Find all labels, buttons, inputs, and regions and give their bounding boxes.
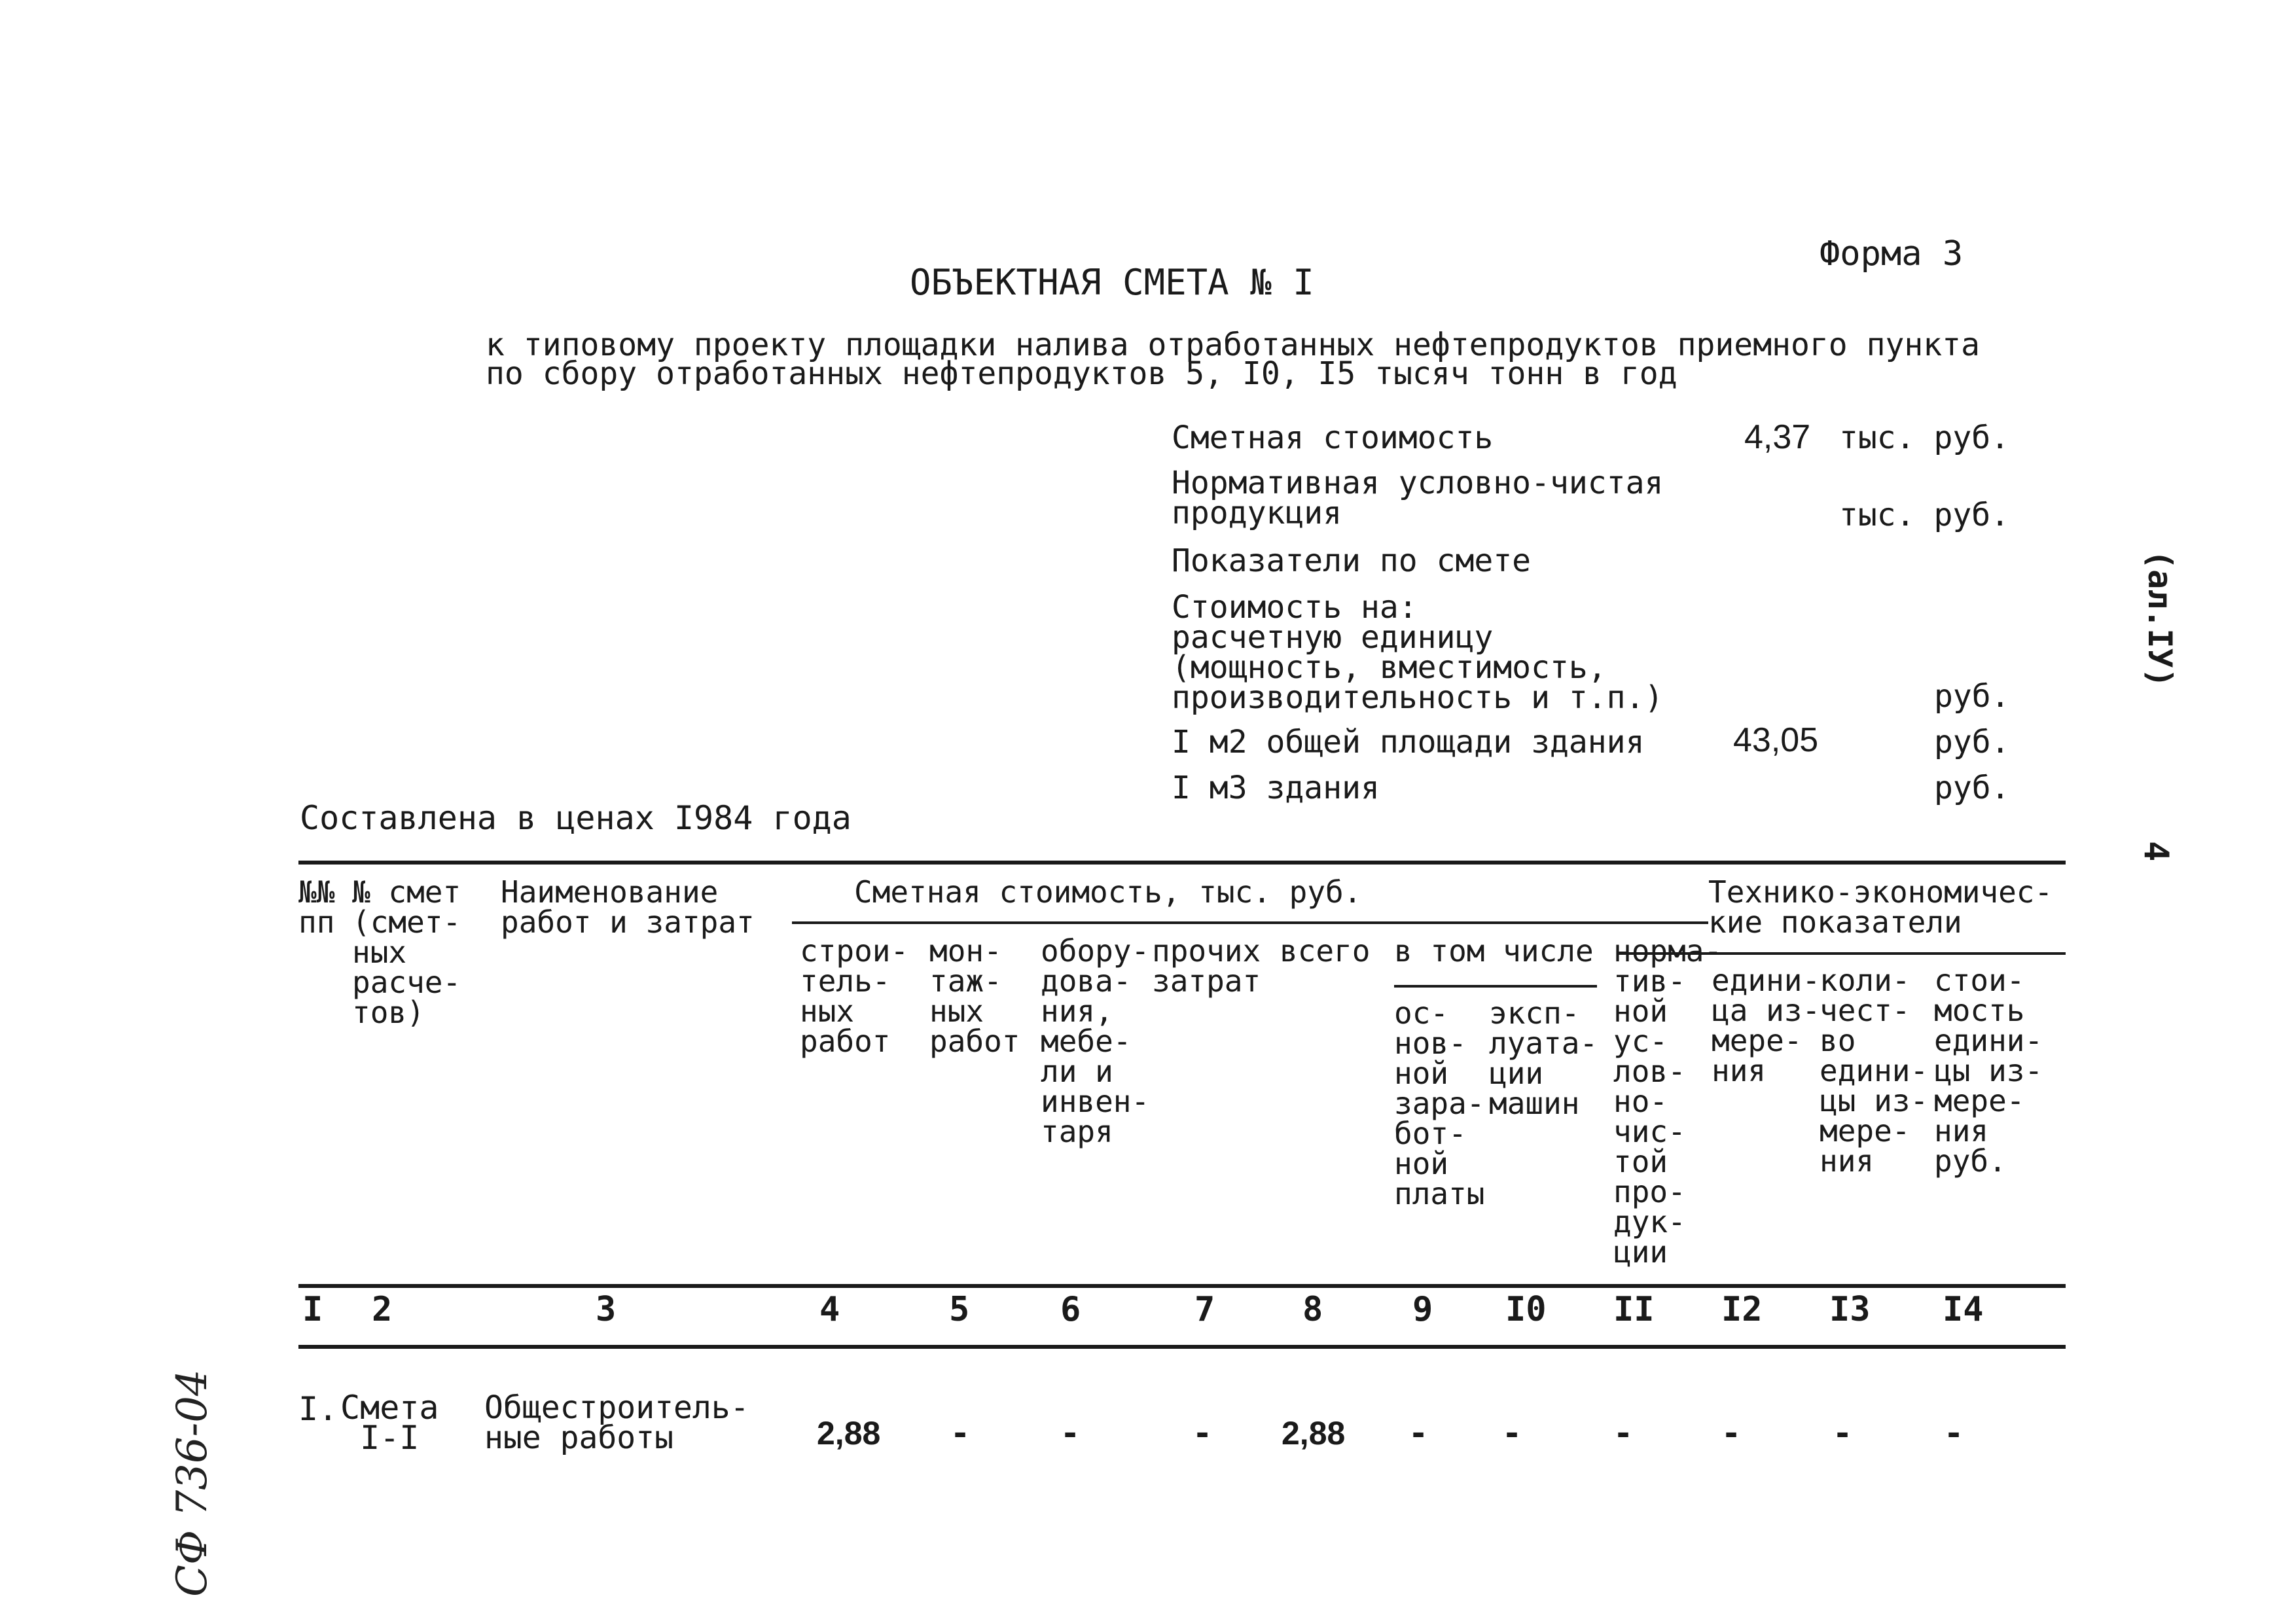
row-unit: -	[1721, 1414, 1742, 1452]
header-including: в том числе	[1394, 933, 1594, 969]
unit-cost-unit: руб.	[1934, 678, 2010, 715]
including-rule	[1394, 985, 1597, 988]
header-estimate: № смет (смет- ных расче- тов)	[352, 874, 461, 1030]
row-wages: -	[1408, 1414, 1429, 1452]
header-bottom-rule	[298, 1284, 2066, 1288]
col-number-10: I0	[1505, 1290, 1547, 1329]
cost-label: Сметная стоимость	[1172, 419, 1494, 456]
header-machines: эксп- луата- ции машин	[1489, 995, 1598, 1121]
form-label: Форма 3	[1820, 234, 1964, 274]
header-unit-cost: стои- мость едини- цы из- мере- ния руб.	[1934, 963, 2043, 1179]
m2-value: 43,05	[1733, 721, 1819, 759]
col-number-13: I3	[1829, 1290, 1871, 1329]
normative-label: Нормативная условно-чистая продукция	[1172, 465, 1664, 531]
normative-unit: тыс. руб.	[1839, 497, 2010, 533]
header-tech-group: Технико-экономичес- кие показатели	[1708, 874, 2053, 940]
col-number-8: 8	[1302, 1290, 1323, 1329]
header-quantity: коли- чест- во едини- цы из- мере- ния	[1820, 963, 1929, 1179]
row-equipment: -	[1060, 1414, 1081, 1452]
m3-label: I м3 здания	[1172, 770, 1380, 806]
m2-label: I м2 общей площади здания	[1172, 724, 1645, 760]
header-construction: строи- тель- ных работ	[800, 933, 909, 1059]
col-number-1: I	[302, 1290, 323, 1329]
header-installation: мон- таж- ных работ	[929, 933, 1020, 1059]
header-other: прочих затрат	[1152, 933, 1261, 999]
col-number-4: 4	[819, 1290, 840, 1329]
row-estimate: Смета I-I	[340, 1389, 439, 1457]
col-number-5: 5	[949, 1290, 970, 1329]
col-number-2: 2	[372, 1290, 393, 1329]
row-total: 2,88	[1282, 1415, 1346, 1452]
header-equipment: обору- дова- ния, мебе- ли и инвен- таря	[1041, 933, 1150, 1149]
document-title: ОБЪЕКТНАЯ СМЕТА № I	[910, 262, 1314, 303]
header-total: всего	[1280, 933, 1371, 969]
header-cost-group: Сметная стоимость, тыс. руб.	[854, 874, 1362, 910]
col-number-14: I4	[1943, 1290, 1984, 1329]
col-number-7: 7	[1194, 1290, 1215, 1329]
cost-group-rule	[792, 921, 1708, 924]
row-quantity: -	[1833, 1414, 1853, 1452]
m2-unit: руб.	[1934, 724, 2010, 760]
row-normative: -	[1613, 1414, 1634, 1452]
cost-unit: тыс. руб.	[1839, 419, 2010, 456]
row-installation: -	[950, 1414, 971, 1452]
header-normative: норма- тив- ной ус- лов- но- чис- той про- дук- ции	[1613, 933, 1723, 1270]
row-other: -	[1193, 1414, 1213, 1452]
m3-unit: руб.	[1934, 770, 2010, 806]
table-top-rule	[298, 861, 2066, 865]
header-name: Наименование работ и затрат	[501, 874, 755, 940]
document-subtitle: к типовому проекту площадки налива отработанных нефтепродуктов приемного пункта по сбору отработанных нефтепродуктов 5, I0, I5 тысяч тонн в год	[486, 327, 1980, 392]
header-wages: ос- нов- ной зара- бот- ной платы	[1394, 995, 1485, 1211]
col-number-11: II	[1613, 1290, 1655, 1329]
page-number: 4	[2136, 841, 2176, 862]
row-no: I.	[298, 1390, 338, 1428]
col-number-12: I2	[1721, 1290, 1763, 1329]
numbers-bottom-rule	[298, 1345, 2066, 1349]
col-number-9: 9	[1412, 1290, 1433, 1329]
unit-cost-label: Стоимость на: расчетную единицу (мощность, вместимость, производительность и т.п.)	[1172, 589, 1664, 716]
row-unit-cost: -	[1944, 1414, 1964, 1452]
indicators-label: Показатели по смете	[1172, 543, 1532, 579]
album-label: (ал.IУ)	[2141, 550, 2179, 688]
col-number-6: 6	[1060, 1290, 1081, 1329]
row-name: Общестроитель- ные работы	[484, 1389, 749, 1456]
row-machines: -	[1502, 1414, 1522, 1452]
header-no: №№ пп	[298, 874, 335, 940]
row-construction: 2,88	[817, 1415, 881, 1452]
header-unit: едини- ца из- мере- ния	[1712, 963, 1821, 1088]
cost-value: 4,37	[1744, 418, 1811, 456]
col-number-3: 3	[596, 1290, 617, 1329]
prices-note: Составлена в ценах I984 года	[300, 799, 852, 837]
document-stamp: СФ 736-04	[168, 1369, 217, 1597]
